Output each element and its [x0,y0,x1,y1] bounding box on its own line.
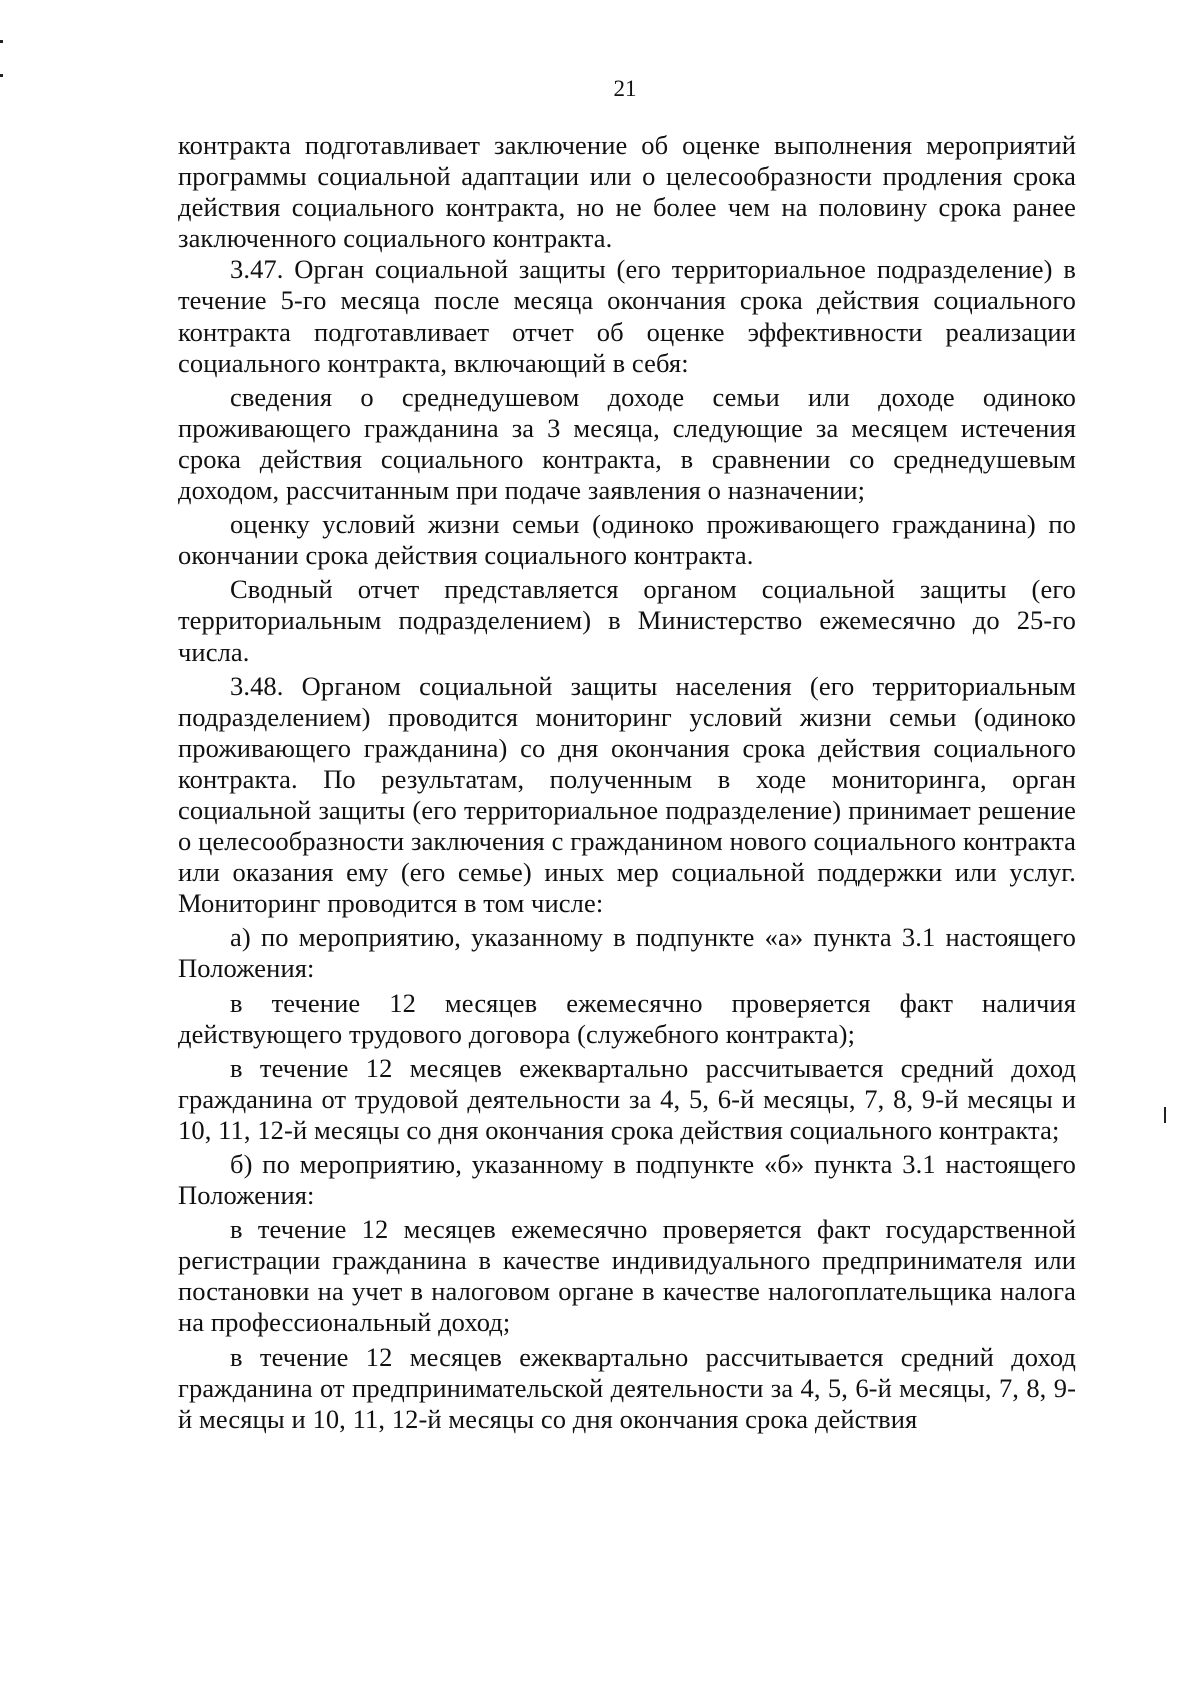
paragraph-income-info: сведения о среднедушевом доходе семьи или доходе одиноко проживающего гражданина за 3 месяца, следующие за месяцем истечения срока действия социального контракта, в сравнении со среднедушевым доходом, рассчитанным при подаче заявления о назначении; [178,381,1076,506]
paragraph-subitem-b: б) по мероприятию, указанному в подпункте «б» пункта 3.1 настоящего Положения: [178,1149,1076,1211]
document-body [178,130,1076,1435]
paragraph-business-income-calc: в течение 12 месяцев ежеквартально рассчитывается средний доход гражданина от предпринимательской деятельности за 4, 5, 6-й месяцы, 7, 8, 9-й месяцы и 10, 11, 12-й месяцы со дня окончания срока действия [178,1341,1076,1434]
paragraph-summary-report: Сводный отчет представляется органом социальной защиты (его территориальным подразделением) в Министерство ежемесячно до 25-го числа. [178,574,1076,667]
paragraph-subitem-a: а) по мероприятию, указанному в подпункте «а» пункта 3.1 настоящего Положения: [178,922,1076,984]
paragraph-labor-income-calc: в течение 12 месяцев ежеквартально рассчитывается средний доход гражданина от трудовой деятельности за 4, 5, 6-й месяцы, 7, 8, 9-й месяцы и 10, 11, 12-й месяцы со дня окончания срока действия социального контракта; [178,1052,1076,1145]
paragraph-continuation: контракта подготавливает заключение об оценке выполнения мероприятий программы социальной адаптации или о целесообразности продления срока действия социального контракта, но не более чем на половину срока ранее заключенного социального контракта. [178,130,1076,254]
scan-artifact-mark [0,40,3,43]
page-number: 21 [613,76,637,101]
paragraph-registration-check: в течение 12 месяцев ежемесячно проверяется факт государственной регистрации гражданина в качестве индивидуального предпринимателя или постановки на учет в налоговом органе в качестве налогоплательщика налога на профессиональный доход; [178,1214,1076,1338]
paragraph-3-47: 3.47. Орган социальной защиты (его территориальное подразделение) в течение 5-го месяца после месяца окончания срока действия социального контракта подготавливает отчет об оценке эффективности реализации социального контракта, включающий в себя: [178,254,1076,378]
paragraph-labor-contract-check: в течение 12 месяцев ежемесячно проверяется факт наличия действующего трудового договора (служебного контракта); [178,987,1076,1049]
paragraph-living-conditions: оценку условий жизни семьи (одиноко проживающего гражданина) по окончании срока действия социального контракта. [178,509,1076,571]
paragraph-3-48: 3.48. Органом социальной защиты населения (его территориальным подразделением) проводится мониторинг условий жизни семьи (одиноко проживающего гражданина) со дня окончания срока действия социального контракта. По результатам, полученным в ходе мониторинга, орган социальной защиты (его территориальное подразделение) принимает решение о целесообразности заключения с гражданином нового социального контракта или оказания ему (его семье) иных мер социальной поддержки или услуг. Мониторинг проводится в том числе: [178,670,1076,919]
scan-artifact-mark [1164,1107,1166,1123]
